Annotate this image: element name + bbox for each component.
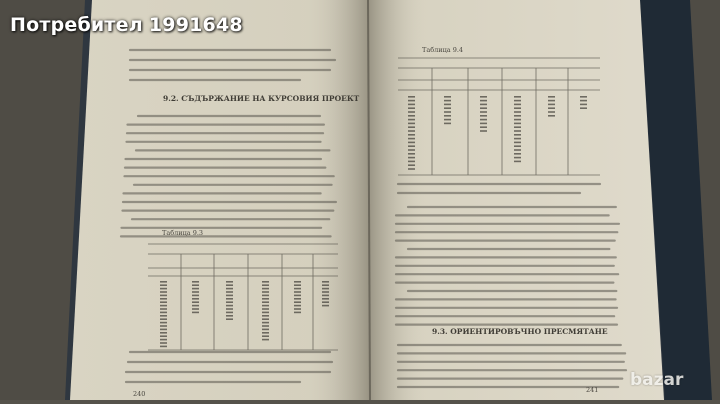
table-cell-mark (408, 168, 415, 170)
right-section-heading: 9.3. ОРИЕНТИРОВЪЧНО ПРЕСМЯТАНЕ (432, 327, 608, 336)
table-cell-mark (514, 161, 521, 163)
table-cell-mark (226, 291, 233, 293)
table-cell-mark (580, 107, 587, 109)
table-cell-mark (408, 164, 415, 166)
table-cell-mark (480, 100, 487, 102)
logo-text: bazar (630, 370, 684, 390)
table-cell-mark (192, 284, 199, 286)
table-cell-mark (262, 308, 269, 310)
table-cell-mark (262, 281, 269, 283)
table-cell-mark (514, 138, 521, 140)
table-cell-mark (408, 145, 415, 147)
table-cell-mark (444, 107, 451, 109)
table-cell-mark (408, 115, 415, 117)
table-cell-mark (192, 298, 199, 300)
table-cell-mark (294, 281, 301, 283)
table-cell-mark (294, 305, 301, 307)
table-cell-mark (294, 295, 301, 297)
table-cell-mark (408, 107, 415, 109)
table-cell-mark (262, 322, 269, 324)
table-cell-mark (514, 119, 521, 121)
table-cell-mark (480, 126, 487, 128)
table-cell-mark (262, 312, 269, 314)
table-cell-mark (226, 284, 233, 286)
table-cell-mark (226, 315, 233, 317)
table-cell-mark (160, 329, 167, 331)
table-cell-mark (408, 96, 415, 98)
table-cell-mark (322, 291, 329, 293)
table-cell-mark (480, 96, 487, 98)
table-cell-mark (444, 111, 451, 113)
table-cell-mark (408, 153, 415, 155)
table-cell-mark (160, 318, 167, 320)
table-cell-mark (322, 284, 329, 286)
table-cell-mark (514, 123, 521, 125)
table-cell-mark (294, 312, 301, 314)
table-cell-mark (262, 291, 269, 293)
table-cell-mark (444, 96, 451, 98)
table-cell-mark (262, 332, 269, 334)
table-cell-mark (480, 111, 487, 113)
table-cell-mark (408, 138, 415, 140)
table-cell-mark (226, 295, 233, 297)
table-cell-mark (548, 111, 555, 113)
table-cell-mark (160, 342, 167, 344)
table-cell-mark (226, 281, 233, 283)
table-cell-mark (548, 115, 555, 117)
table-cell-mark (226, 308, 233, 310)
table-cell-mark (160, 281, 167, 283)
table-cell-mark (262, 305, 269, 307)
table-cell-mark (480, 123, 487, 125)
table-cell-mark (192, 295, 199, 297)
table-cell-mark (160, 325, 167, 327)
table-cell-mark (192, 305, 199, 307)
table-cell-mark (226, 301, 233, 303)
table-cell-mark (160, 284, 167, 286)
table-cell-mark (480, 119, 487, 121)
table-cell-mark (408, 157, 415, 159)
table-cell-mark (262, 335, 269, 337)
table-cell-mark (226, 288, 233, 290)
table-cell-mark (548, 100, 555, 102)
table-cell-mark (160, 298, 167, 300)
table-cell-mark (322, 295, 329, 297)
table-cell-mark (192, 281, 199, 283)
watermark-number: 1991648 (148, 14, 243, 36)
table-cell-mark (514, 111, 521, 113)
table-cell-mark (294, 298, 301, 300)
table-cell-mark (294, 288, 301, 290)
table-cell-mark (408, 119, 415, 121)
table-cell-mark (514, 157, 521, 159)
table-cell-mark (322, 288, 329, 290)
table-cell-mark (160, 312, 167, 314)
table-cell-mark (514, 126, 521, 128)
table-cell-mark (408, 104, 415, 106)
table-cell-mark (160, 315, 167, 317)
table-cell-mark (548, 107, 555, 109)
table-cell-mark (262, 318, 269, 320)
table-cell-mark (262, 298, 269, 300)
right-page (368, 0, 664, 400)
table-cell-mark (514, 130, 521, 132)
table-cell-mark (514, 153, 521, 155)
table-cell-mark (514, 107, 521, 109)
table-cell-mark (192, 308, 199, 310)
table-cell-mark (514, 145, 521, 147)
left-section-heading: 9.2. СЪДЪРЖАНИЕ НА КУРСОВИЯ ПРОЕКТ (163, 94, 360, 103)
table-cell-mark (444, 115, 451, 117)
table-cell-mark (580, 100, 587, 102)
table-cell-mark (514, 115, 521, 117)
table-cell-mark (192, 291, 199, 293)
watermark-label: Потребител (10, 14, 143, 36)
table-cell-mark (160, 335, 167, 337)
table-cell-mark (444, 119, 451, 121)
table-cell-mark (548, 96, 555, 98)
table-cell-mark (480, 130, 487, 132)
table-cell-mark (480, 104, 487, 106)
table-cell-mark (322, 305, 329, 307)
right-page-number: 241 (586, 386, 599, 394)
table-cell-mark (408, 111, 415, 113)
table-cell-mark (262, 325, 269, 327)
table-cell-mark (408, 161, 415, 163)
table-cell-mark (580, 96, 587, 98)
table-cell-mark (262, 329, 269, 331)
table-cell-mark (322, 301, 329, 303)
table-cell-mark (192, 301, 199, 303)
table-cell-mark (160, 308, 167, 310)
table-cell-mark (262, 301, 269, 303)
table-cell-mark (262, 295, 269, 297)
table-cell-mark (226, 312, 233, 314)
table-cell-mark (226, 298, 233, 300)
table-cell-mark (262, 284, 269, 286)
bazar-logo (630, 364, 712, 396)
table-cell-mark (160, 346, 167, 348)
table-cell-mark (514, 96, 521, 98)
right-table-caption: Таблица 9.4 (422, 46, 464, 54)
table-cell-mark (408, 134, 415, 136)
table-cell-mark (514, 134, 521, 136)
table-cell-mark (444, 100, 451, 102)
left-page-number: 240 (133, 390, 146, 398)
table-cell-mark (444, 123, 451, 125)
table-cell-mark (480, 107, 487, 109)
table-cell-mark (294, 308, 301, 310)
table-cell-mark (160, 322, 167, 324)
table-cell-mark (408, 142, 415, 144)
table-cell-mark (160, 295, 167, 297)
table-cell-mark (294, 301, 301, 303)
left-table-caption: Таблица 9.3 (162, 229, 204, 237)
table-cell-mark (514, 104, 521, 106)
table-cell-mark (408, 126, 415, 128)
table-cell-mark (322, 281, 329, 283)
table-cell-mark (262, 315, 269, 317)
seller-watermark (10, 14, 243, 36)
table-cell-mark (262, 339, 269, 341)
table-cell-mark (294, 291, 301, 293)
table-cell-mark (514, 149, 521, 151)
table-cell-mark (408, 123, 415, 125)
table-cell-mark (160, 305, 167, 307)
table-cell-mark (514, 142, 521, 144)
table-cell-mark (408, 130, 415, 132)
table-cell-mark (192, 288, 199, 290)
table-cell-mark (160, 301, 167, 303)
table-cell-mark (580, 104, 587, 106)
table-cell-mark (226, 318, 233, 320)
table-cell-mark (322, 298, 329, 300)
table-cell-mark (160, 339, 167, 341)
table-cell-mark (480, 115, 487, 117)
table-cell-mark (444, 104, 451, 106)
table-cell-mark (160, 291, 167, 293)
table-cell-mark (294, 284, 301, 286)
table-cell-mark (160, 288, 167, 290)
table-cell-mark (514, 100, 521, 102)
table-cell-mark (226, 305, 233, 307)
table-cell-mark (408, 100, 415, 102)
table-cell-mark (160, 332, 167, 334)
table-cell-mark (548, 104, 555, 106)
table-cell-mark (408, 149, 415, 151)
table-cell-mark (262, 288, 269, 290)
table-cell-mark (192, 312, 199, 314)
